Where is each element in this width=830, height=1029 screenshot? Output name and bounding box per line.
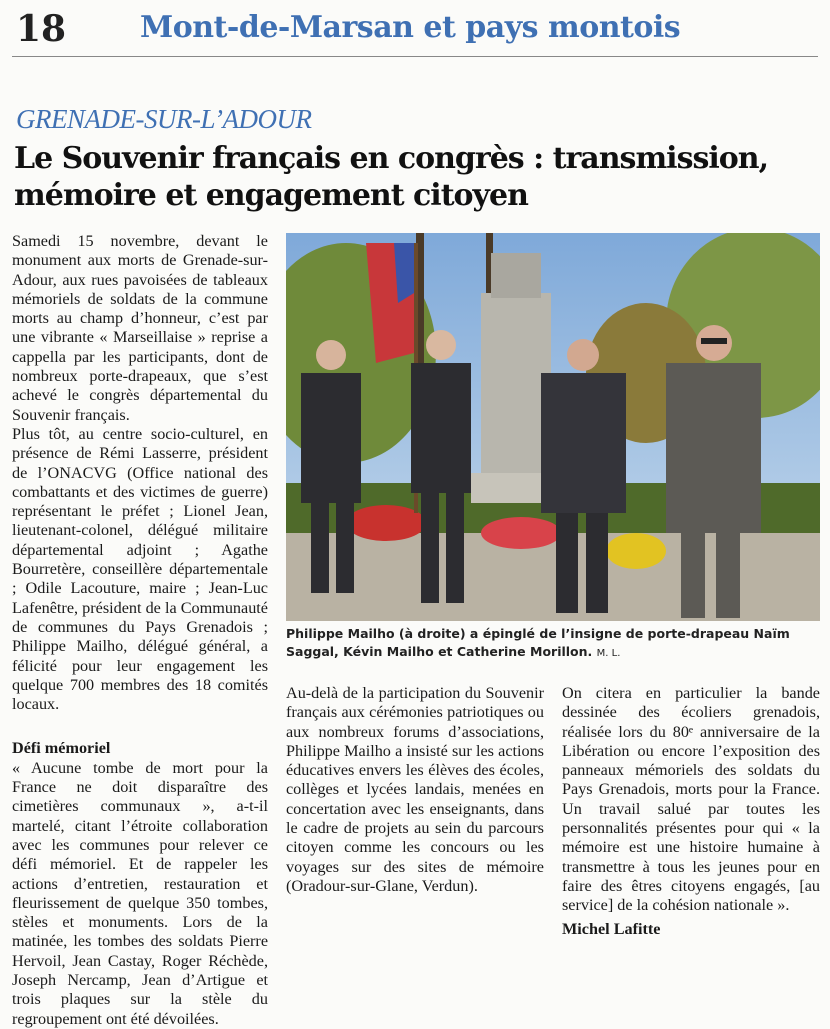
article-byline: Michel Lafitte	[562, 919, 661, 938]
caption-text: Philippe Mailho (à droite) a épinglé de l’insigne de porte-drapeau Naïm Saggal, Kévin Mailho et Catherine Morillon.	[286, 626, 790, 659]
ceremony-photo-illustration	[286, 233, 820, 621]
photo-credit: M. L.	[596, 648, 621, 659]
article-photo	[286, 233, 820, 621]
article-paragraph: Samedi 15 novembre, devant le monument aux morts de Grenade-sur-Adour, aux rues pavoisées de tableaux mémoriels de soldats de la commune morts au champ d’honneur, c’est par une vibrante « Marseillaise » reprise a cappella par les participants, dont de nombreux porte-drapeaux, que s’est achevé le congrès départemental du Souvenir français.	[12, 232, 268, 424]
article-paragraph: Au-delà de la participation du Souvenir français aux cérémonies patriotiques ou aux nombreux forums d’associations, Philippe Mailho a insisté sur les actions éducatives envers les élèves des écoles, collèges et lycées landais, menées en concertation avec les enseignants, dans le cadre de projets au sein du parcours citoyen comme les concours ou les voyages sur des sites de mémoire (Oradour-sur-Glane, Verdun).	[286, 684, 544, 895]
page-number: 18	[16, 8, 67, 50]
article-headline: Le Souvenir français en congrès : transmission, mémoire et engagement citoyen	[14, 141, 769, 213]
article-subhead: Défi mémoriel	[12, 739, 111, 758]
article-paragraph: Plus tôt, au centre socio-culturel, en présence de Rémi Lasserre, président de l’ONACVG (Office national des combattants et des victimes de guerre) représentant le préfet ; Lionel Jean, lieutenant-colonel, délégué militaire départemental adjoint ; Agathe Bourretère, conseillère départementale ; Odile Lacouture, maire ; Jean-Luc Lafenêtre, président de la Communauté de communes du Pays Grenadois ; Philippe Mailho, délégué général, a félicité pour leur engagement les quelque 700 membres des 18 comités locaux.	[12, 424, 268, 714]
photo-caption	[286, 625, 820, 663]
section-title: Mont-de-Marsan et pays montois	[140, 10, 681, 45]
article-column-2	[286, 684, 544, 896]
paragraph-text: « Aucune tombe de mort pour la France ne doit disparaître des cimetières communaux », a-t-il martelé, citant l’étroite collaboration avec les communes pour relever ce défi mémoriel. Et de rappeler les actions d’entretien, restauration et fleurissement de quelque 350 tombes, stèles et monuments. Lors de la matinée, les tombes des soldats Pierre Hervoil, Jean Castay, Roger Réchède, Joseph Nercamp, Jean d’Artigue et trois plaques sur la stèle du regroupement ont été dévoilées.	[12, 758, 268, 1028]
article-kicker: GRENADE-SUR-L’ADOUR	[16, 104, 312, 134]
article-column-1	[12, 232, 268, 1029]
article-paragraph: On citera en particulier la bande dessinée des écoliers grenadois, réalisée lors du 80ᵉ anniversaire de la Libération ou encore l’exposition des panneaux mémoriels des soldats du Pays Grenadois, morts pour la France. Un travail salué par toutes les personnalités présentes pour qui « la mémoire est une histoire humaine à transmettre à tous les jeunes pour en faire des êtres citoyens engagés, [au service] de la cohésion nationale ».	[562, 684, 820, 915]
article-paragraph	[12, 759, 268, 1029]
header-divider	[12, 56, 818, 57]
article-column-3	[562, 684, 820, 939]
